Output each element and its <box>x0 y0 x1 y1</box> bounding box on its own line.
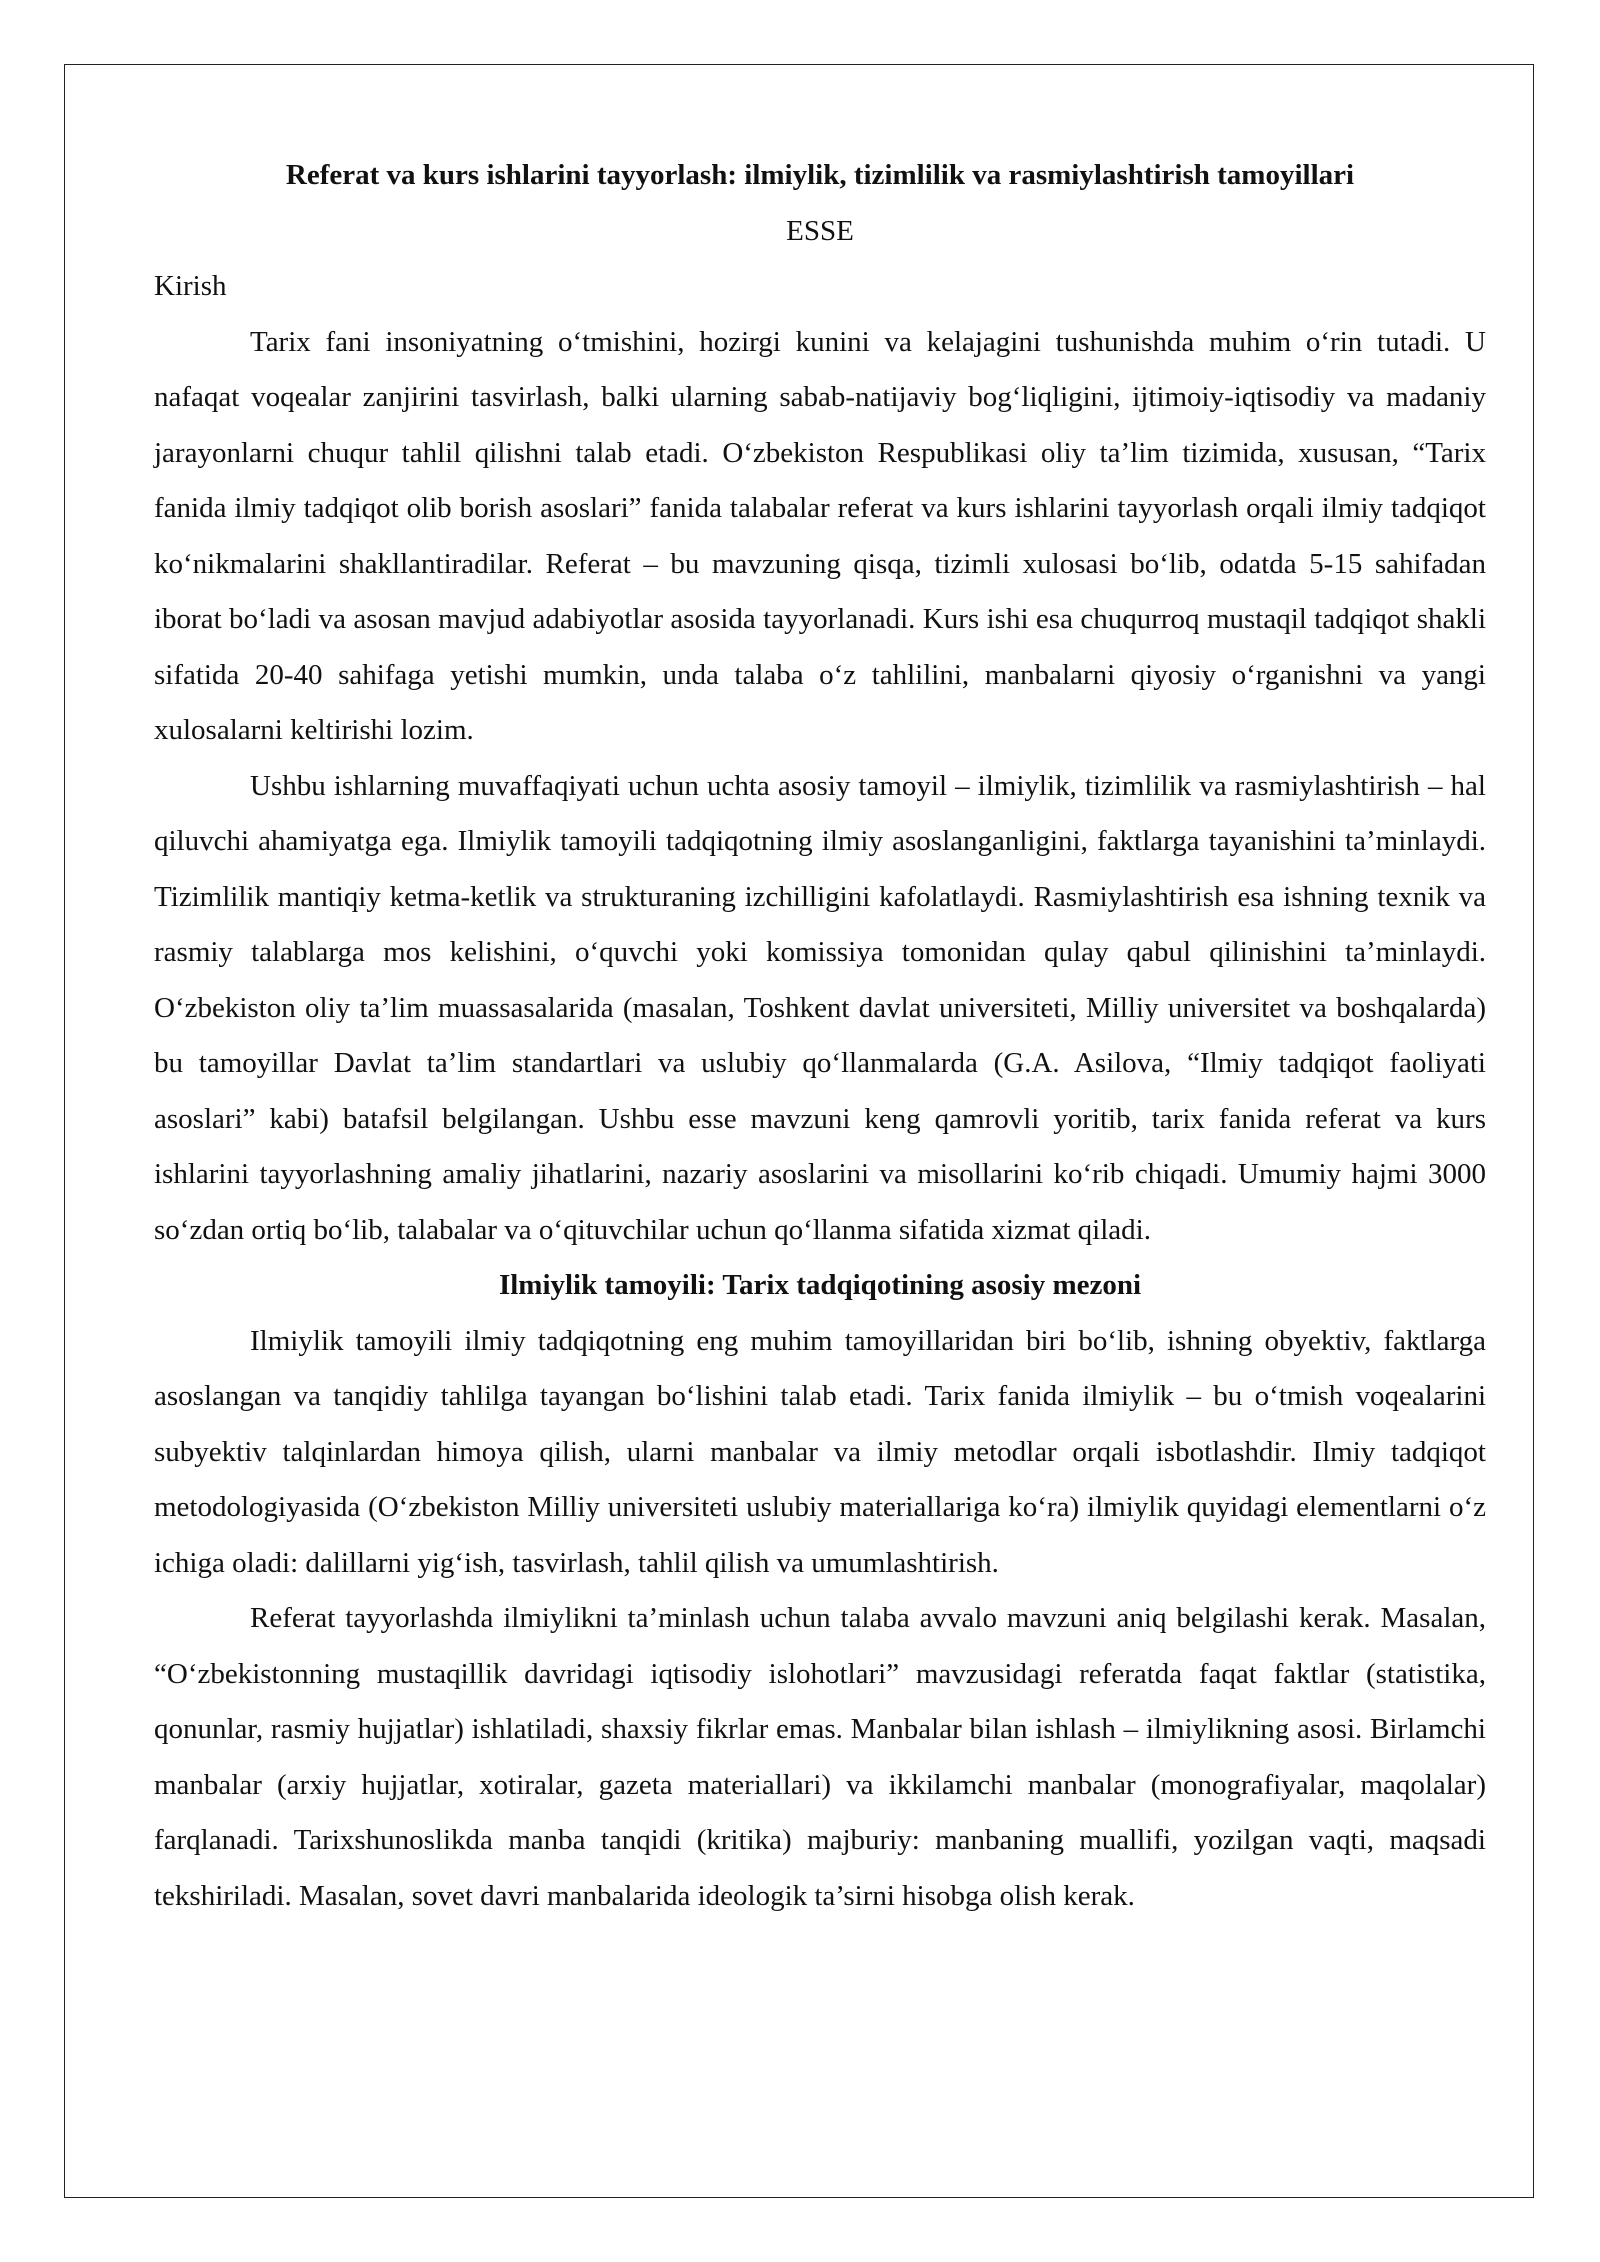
section-heading-scientific-principle: Ilmiylik tamoyili: Tarix tadqiqotining asosiy mezoni <box>498 1269 1142 1301</box>
document-subtitle: ESSE <box>786 214 854 247</box>
section-heading-introduction: Kirish <box>154 270 227 302</box>
paragraph: Tarix fani insoniyatning o‘tmishini, hozirgi kunini va kelajagini tushunishda muhim o‘rin tutadi. U nafaqat voqealar zanjirini tasvirlash, balki ularning sabab-natijaviy bog‘liqligini, ijtimoiy-iqtisodiy va madaniy jarayonlarni chuqur tahlil qilishni talab etadi. O‘zbekiston Respublikasi oliy ta’lim tizimida, xususan, “Tarix fanida ilmiy tadqiqot olib borish asoslari” fanida talabalar referat va kurs ishlarini tayyorlash orqali ilmiy tadqiqot ko‘nikmalarini shakllantiradilar. Referat – bu mavzuning qisqa, tizimli xulosasi bo‘lib, odatda 5-15 sahifadan iborat bo‘ladi va asosan mavjud adabiyotlar asosida tayyorlanadi. Kurs ishi esa chuqurroq mustaqil tadqiqot shakli sifatida 20-40 sahifaga yetishi mumkin, unda talaba o‘z tahlilini, manbalarni qiyosiy o‘rganishni va yangi xulosalarni keltirishi lozim. <box>154 325 1486 746</box>
document-title: Referat va kurs ishlarini tayyorlash: ilmiylik, tizimlilik va rasmiylashtirish tamoyillari <box>285 159 1355 191</box>
paragraph: Ushbu ishlarning muvaffaqiyati uchun uchta asosiy tamoyil – ilmiylik, tizimlilik va rasmiylashtirish – hal qiluvchi ahamiyatga ega. Ilmiylik tamoyili tadqiqotning ilmiy asoslanganligini, faktlarga tayanishini ta’minlaydi. Tizimlilik mantiqiy ketma-ketlik va strukturaning izchilligini kafolatlaydi. Rasmiylashtirish esa ishning texnik va rasmiy talablarga mos kelishini, o‘quvchi yoki komissiya tomonidan qulay qabul qilinishini ta’minlaydi. O‘zbekiston oliy ta’lim muassasalarida (masalan, Toshkent davlat universiteti, Milliy universitet va boshqalarda) bu tamoyillar Davlat ta’lim standartlari va uslubiy qo‘llanmalarda (G.A. Asilova, “Ilmiy tadqiqot faoliyati asoslari” kabi) batafsil belgilangan. Ushbu esse mavzuni keng qamrovli yoritib, tarix fanida referat va kurs ishlarini tayyorlashning amaliy jihatlarini, nazariy asoslarini va misollarini ko‘rib chiqadi. Umumiy hajmi 3000 so‘zdan ortiq bo‘lib, talabalar va o‘qituvchilar uchun qo‘llanma sifatida xizmat qiladi. <box>154 769 1486 1246</box>
paragraph: Referat tayyorlashda ilmiylikni ta’minlash uchun talaba avvalo mavzuni aniq belgilashi kerak. Masalan, “O‘zbekistonning mustaqillik davridagi iqtisodiy islohotlari” mavzusidagi referatda faqat faktlar (statistika, qonunlar, rasmiy hujjatlar) ishlatiladi, shaxsiy fikrlar emas. Manbalar bilan ishlash – ilmiylikning asosi. Birlamchi manbalar (arxiy hujjatlar, xotiralar, gazeta materiallari) va ikkilamchi manbalar (monografiyalar, maqolalar) farqlanadi. Tarixshunoslikda manba tanqidi (kritika) majburiy: manbaning muallifi, yozilgan vaqti, maqsadi tekshiriladi. Masalan, sovet davri manbalarida ideologik ta’sirni hisobga olish kerak. <box>154 1602 1486 1912</box>
document-body <box>154 148 1486 1924</box>
paragraph: Ilmiylik tamoyili ilmiy tadqiqotning eng muhim tamoyillaridan biri bo‘lib, ishning obyektiv, faktlarga asoslangan va tanqidiy tahlilga tayangan bo‘lishini talab etadi. Tarix fanida ilmiylik – bu o‘tmish voqealarini subyektiv talqinlardan himoya qilish, ularni manbalar va ilmiy metodlar orqali isbotlashdir. Ilmiy tadqiqot metodologiyasida (O‘zbekiston Milliy universiteti uslubiy materiallariga ko‘ra) ilmiylik quyidagi elementlarni o‘z ichiga oladi: dalillarni yig‘ish, tasvirlash, tahlil qilish va umumlashtirish. <box>154 1324 1486 1579</box>
